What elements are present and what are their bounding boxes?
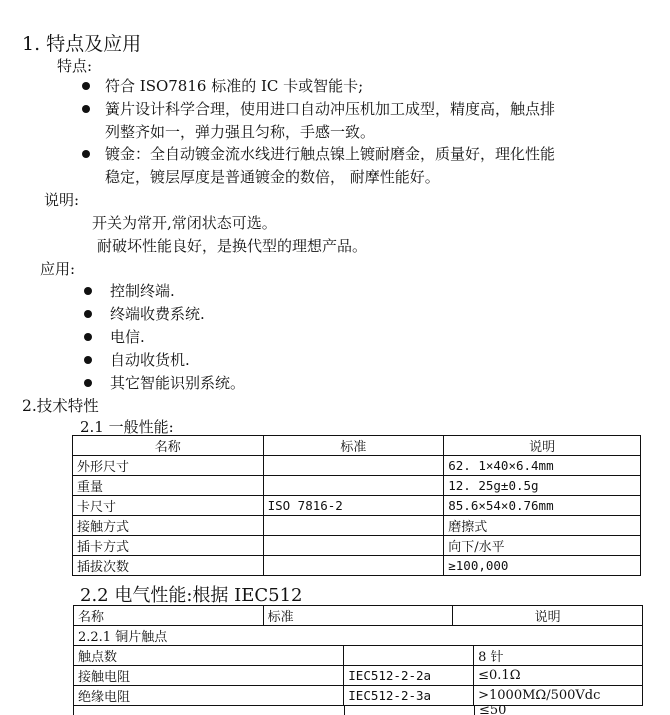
application-item: 自动收货机. (110, 351, 190, 369)
table-cell: 外形尺寸 (73, 456, 264, 476)
application-item: 终端收费系统. (110, 305, 205, 323)
table-row (73, 536, 641, 556)
cut-off-row (73, 705, 643, 715)
table-header-row (74, 606, 643, 626)
bullet-icon (84, 379, 92, 387)
note-item: 开关为常开,常闭状态可选。 (92, 214, 277, 232)
table-row (74, 666, 643, 686)
electrical-performance-table (73, 625, 643, 706)
group-cell: 2.2.1 铜片触点 (74, 626, 643, 646)
table-cell: 8 针 (474, 646, 643, 666)
table-cell (263, 556, 444, 576)
table-cell: ≤0.1Ω (474, 666, 643, 686)
table-header-row (73, 436, 641, 456)
application-item: 控制终端. (110, 282, 175, 300)
applications-label: 应用: (40, 260, 76, 278)
table-cell: 触点数 (74, 646, 344, 666)
table-cell: 重量 (73, 476, 264, 496)
bullet-icon (84, 333, 92, 341)
table-row (73, 456, 641, 476)
table-row (73, 556, 641, 576)
table-cell: 12. 25g±0.5g (444, 476, 641, 496)
feature-item-continued: 列整齐如一，弹力强且匀称，手感一致。 (105, 123, 376, 141)
general-performance-title: 2.1 一般性能: (80, 418, 174, 436)
table-group-row (74, 626, 643, 646)
bullet-icon (84, 310, 92, 318)
application-item: 电信. (110, 328, 145, 346)
feature-item-continued: 稳定，镀层厚度是普通镀金的数倍， 耐摩性能好。 (105, 168, 440, 186)
table-cell: 向下/水平 (444, 536, 641, 556)
note-item: 耐破坏性能良好，是换代型的理想产品。 (97, 237, 368, 255)
features-label: 特点: (57, 57, 93, 75)
header-cell: 名称 (73, 436, 264, 456)
table-cell: 85.6×54×0.76mm (444, 496, 641, 516)
table-cell: ≤50 (479, 705, 507, 715)
bullet-icon (84, 356, 92, 364)
header-cell: 名称 (74, 606, 264, 626)
header-cell: 说明 (444, 436, 641, 456)
table-cell: IEC512-2-2a (344, 666, 474, 686)
table-cell (263, 476, 444, 496)
table-cell: ISO 7816-2 (263, 496, 444, 516)
table-row (73, 496, 641, 516)
table-cell: 插卡方式 (73, 536, 264, 556)
section2-title: 2.技术特性 (22, 397, 99, 415)
table-cell: 接触电阻 (74, 666, 344, 686)
header-cell: 说明 (453, 606, 643, 626)
table-cell: 磨擦式 (444, 516, 641, 536)
table-cell: 接触方式 (73, 516, 264, 536)
electrical-header-table (73, 605, 643, 626)
header-cell: 标准 (263, 436, 444, 456)
bullet-icon (82, 150, 90, 158)
table-cell (263, 516, 444, 536)
table-cell: IEC512-2-3a (344, 686, 474, 706)
feature-item: 镀金：全自动镀金流水线进行触点镍上镀耐磨金，质量好，理化性能 (105, 145, 556, 163)
electrical-performance-title: 2.2 电气性能:根据 IEC512 (80, 585, 303, 606)
notes-label: 说明: (44, 191, 80, 209)
table-cell: 62. 1×40×6.4mm (444, 456, 641, 476)
table-cell: >1000MΩ/500Vdc (474, 686, 643, 706)
bullet-icon (82, 82, 90, 90)
application-item: 其它智能识别系统。 (110, 374, 246, 392)
general-performance-table (72, 435, 641, 576)
table-cell (263, 456, 444, 476)
table-row (74, 646, 643, 666)
table-row (73, 516, 641, 536)
table-cell: 卡尺寸 (73, 496, 264, 516)
feature-item: 符合 ISO7816 标准的 IC 卡或智能卡; (105, 77, 364, 95)
feature-item: 簧片设计科学合理，使用进口自动冲压机加工成型，精度高，触点排 (105, 100, 556, 118)
table-cell: 插拔次数 (73, 556, 264, 576)
table-cell (344, 646, 474, 666)
bullet-icon (82, 105, 90, 113)
table-cell: ≥100,000 (444, 556, 641, 576)
bullet-icon (84, 287, 92, 295)
table-row (74, 686, 643, 706)
table-cell (263, 536, 444, 556)
table-cell: 绝缘电阻 (74, 686, 344, 706)
section1-title: 1. 特点及应用 (22, 33, 142, 55)
table-row (73, 476, 641, 496)
header-cell: 标准 (263, 606, 453, 626)
